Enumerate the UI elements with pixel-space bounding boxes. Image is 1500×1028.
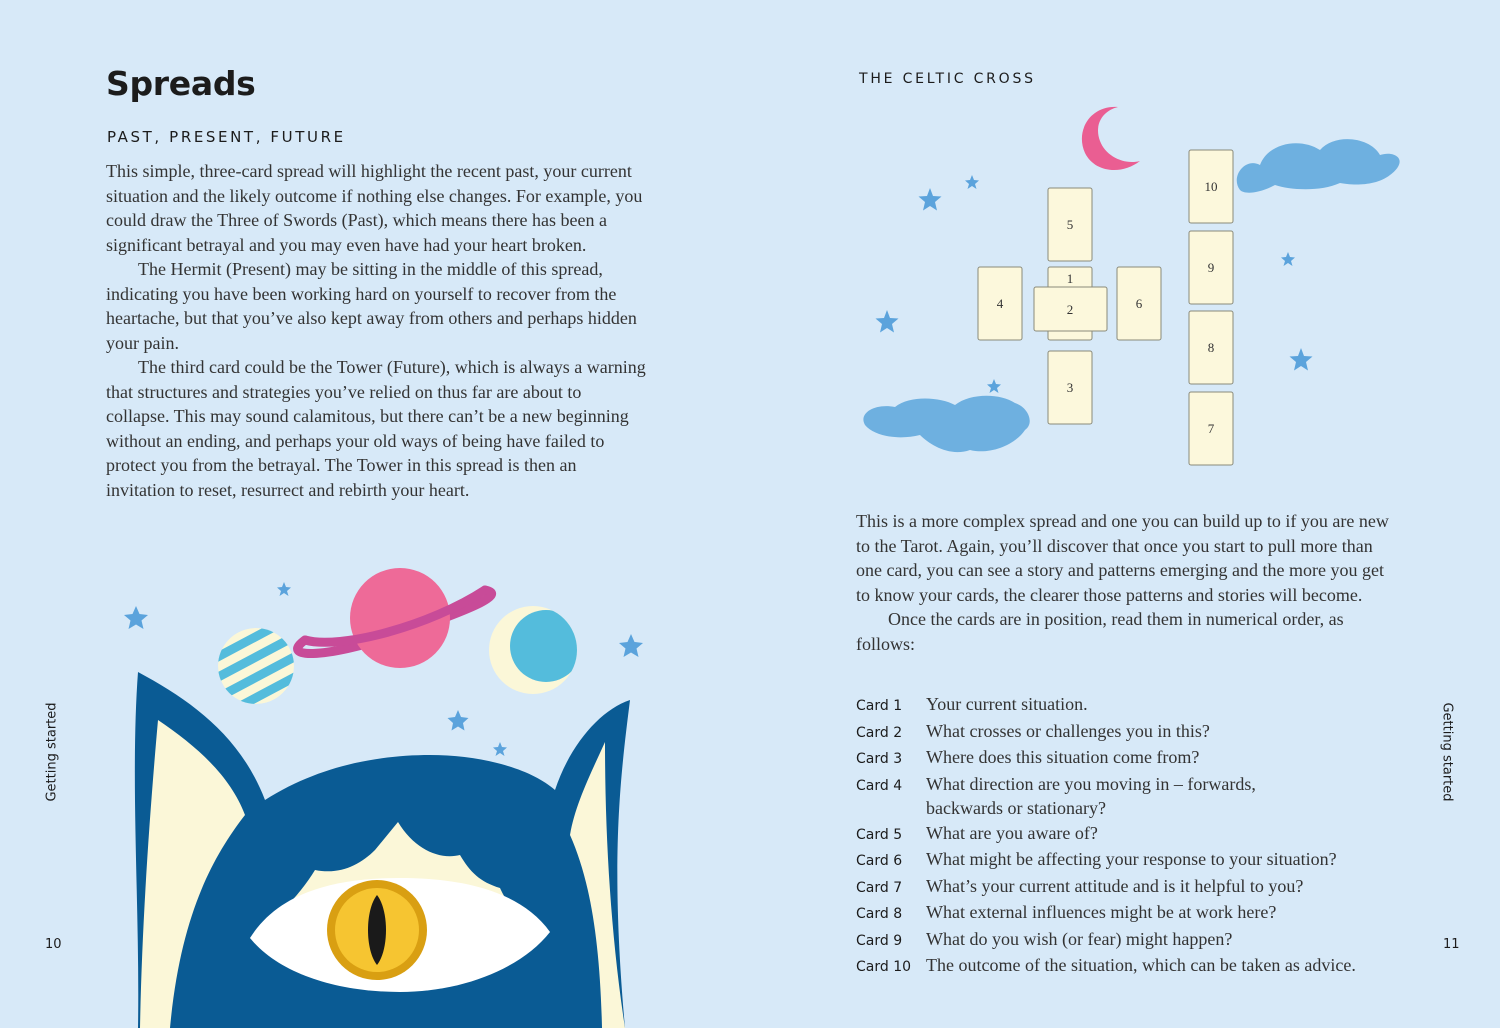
striped-planet-icon — [194, 617, 318, 717]
card-meaning: What crosses or challenges you in this? — [926, 720, 1210, 741]
card-number: 5 — [1066, 217, 1074, 232]
card-meaning: What might be affecting your response to your situation? — [926, 849, 1337, 869]
list-item — [856, 927, 1416, 954]
running-section-label: Getting started — [44, 702, 60, 802]
list-item — [856, 692, 1416, 719]
card-label: Card 3 — [856, 751, 903, 767]
card-number: 8 — [1207, 340, 1215, 355]
section-heading-past-present-future: PAST, PRESENT, FUTURE — [107, 128, 346, 146]
cloud-icon — [1237, 139, 1400, 193]
card-meaning: Where does this situation come from? — [926, 747, 1200, 767]
star-icon — [987, 379, 1001, 393]
star-icon — [493, 742, 507, 756]
card-meaning: What’s your current attitude and is it helpful to you? — [926, 875, 1304, 896]
paragraph: Once the cards are in position, read them in numerical order, as follows: — [856, 609, 1344, 654]
ringed-planet-icon — [298, 568, 492, 668]
paragraph: This is a more complex spread and one you can build up to if you are new to the Tarot. Again, you’ll discover that once you start to pull more than one card, you can see a story and patterns emerging and the more you get to know your cards, the clearer those patterns and stories will become. — [856, 511, 1389, 605]
star-icon — [277, 582, 291, 596]
card-label: Card 7 — [856, 879, 903, 896]
card-label: Card 10 — [856, 959, 912, 975]
card-label: Card 1 — [856, 698, 903, 714]
star-icon — [1290, 348, 1313, 371]
card-label: Card 8 — [856, 906, 903, 922]
page-title: Spreads — [106, 64, 256, 103]
card-label: Card 4 — [856, 777, 903, 794]
card-number: 3 — [1066, 380, 1074, 395]
eye-icon — [327, 880, 427, 980]
card-meaning-list — [856, 692, 1416, 980]
paragraph: This simple, three-card spread will highlight the recent past, your current situation and the likely outcome if nothing else changes. For example, you could draw the Three of Swords (Past), which means there has been a significant betrayal and you may even have had your heart broken. — [106, 161, 643, 255]
card-meaning: What external influences might be at work here? — [926, 902, 1277, 922]
star-icon — [1281, 252, 1295, 266]
star-icon — [124, 606, 148, 629]
card-number: 6 — [1135, 296, 1143, 311]
star-icon — [919, 188, 942, 211]
card-meaning: What do you wish (or fear) might happen? — [926, 928, 1233, 949]
card-number: 2 — [1066, 302, 1074, 317]
card-label: Card 6 — [856, 853, 903, 869]
section-heading-celtic-cross: THE CELTIC CROSS — [859, 71, 1036, 87]
list-item — [856, 745, 1416, 772]
card-number: 9 — [1207, 260, 1215, 275]
cloud-icon — [863, 396, 1029, 452]
left-body-text — [106, 159, 646, 502]
moon-icon — [1082, 107, 1140, 170]
right-page — [750, 0, 1500, 1028]
right-body-text — [856, 509, 1396, 656]
list-item — [856, 847, 1416, 874]
list-item — [856, 900, 1416, 927]
list-item — [856, 821, 1416, 848]
crescent-planet-icon — [489, 606, 582, 694]
celtic-cross-diagram — [850, 95, 1410, 480]
list-item — [856, 874, 1416, 901]
card-number: 4 — [996, 296, 1004, 311]
running-section-label: Getting started — [1439, 702, 1455, 802]
card-number: 10 — [1204, 179, 1218, 194]
card-label: Card 2 — [856, 724, 903, 741]
cat-space-illustration — [100, 560, 660, 1028]
star-icon — [448, 710, 469, 731]
star-icon — [876, 310, 899, 333]
list-item — [856, 953, 1416, 980]
page-number: 11 — [1443, 937, 1460, 952]
card-label: Card 5 — [856, 826, 903, 843]
card-meaning: The outcome of the situation, which can be taken as advice. — [926, 955, 1356, 975]
page-number: 10 — [45, 937, 62, 952]
paragraph: The Hermit (Present) may be sitting in the middle of this spread, indicating you have been working hard on yourself to recover from the heartache, but that you’ve also kept away from others and perhaps hidden your pain. — [106, 259, 637, 353]
card-meaning: What are you aware of? — [926, 822, 1098, 843]
card-meaning: Your current situation. — [926, 694, 1088, 714]
card-number: 1 — [1066, 271, 1074, 286]
paragraph: The third card could be the Tower (Future), which is always a warning that structures and strategies you’ve relied on thus far are about to collapse. This may sound calamitous, but there can’t be a new beginning without an ending, and perhaps your old ways of being have failed to protect you from the betrayal. The Tower in this spread is then an invitation to reset, resurrect and rebirth your heart. — [106, 357, 646, 500]
star-icon — [619, 634, 643, 657]
card-number: 7 — [1207, 421, 1215, 436]
star-icon — [965, 175, 979, 189]
list-item — [856, 719, 1416, 746]
cat-illustration — [135, 672, 630, 1028]
card-label: Card 9 — [856, 932, 903, 949]
list-item — [856, 772, 1416, 821]
card-meaning: What direction are you moving in – forwards, backwards or stationary? — [926, 773, 1256, 818]
